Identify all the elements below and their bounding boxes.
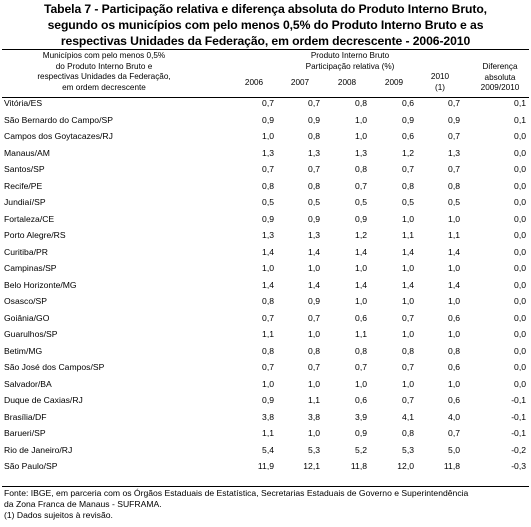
row-year-value: 0,6 <box>355 395 367 405</box>
row-name: Rio de Janeiro/RJ <box>4 444 73 455</box>
row-diff-value: 0,0 <box>514 279 526 290</box>
row-year-value: 5,0 <box>448 444 460 455</box>
year-header-2010 <box>420 72 460 93</box>
row-name: São Bernardo do Campo/SP <box>4 114 113 125</box>
year-header-2006: 2006 <box>244 78 264 87</box>
diff-header <box>470 62 530 94</box>
row-year-value: 1,0 <box>402 213 414 224</box>
group-header-line-2: Participação relativa (%) <box>305 61 395 71</box>
row-year-value: 1,3 <box>355 147 367 158</box>
row-diff-value: 0,0 <box>514 197 526 207</box>
row-year-value: 0,5 <box>355 197 367 207</box>
row-diff-value: 0,0 <box>514 147 526 158</box>
row-year-value: 3,9 <box>355 411 367 422</box>
row-year-value: 1,0 <box>402 296 414 306</box>
year-header-2009: 2009 <box>384 78 404 87</box>
stub-header-line-3: respectivas Unidades da Federação, <box>37 72 171 81</box>
row-name: Manaus/AM <box>4 147 50 158</box>
row-year-value: 1,4 <box>262 246 274 257</box>
row-year-value: 0,7 <box>402 164 414 174</box>
row-year-value: 1,3 <box>308 147 320 158</box>
row-year-value: 1,3 <box>448 147 460 158</box>
row-year-value: 5,3 <box>402 444 414 455</box>
row-diff-value: 0,0 <box>514 131 526 141</box>
row-year-value: 0,6 <box>448 362 460 372</box>
row-year-value: 1,3 <box>262 230 274 240</box>
title-line-3: respectivas Unidades da Federação, em ordem decrescente - 2006-2010 <box>60 34 471 48</box>
row-year-value: 0,8 <box>308 131 320 141</box>
header-top-rule <box>2 49 529 50</box>
row-year-value: 0,7 <box>355 362 367 372</box>
row-year-value: 0,5 <box>308 197 320 207</box>
row-year-value: 0,6 <box>448 312 460 323</box>
row-year-value: 0,9 <box>308 296 320 306</box>
row-name: Santos/SP <box>4 164 45 174</box>
year-header-2007: 2007 <box>290 78 310 87</box>
stub-header <box>4 51 204 93</box>
row-diff-value: -0,2 <box>511 444 526 455</box>
row-year-value: 1,0 <box>402 378 414 389</box>
row-year-value: 1,4 <box>262 279 274 290</box>
row-year-value: 0,9 <box>262 213 274 224</box>
row-name: Vitória/ES <box>4 98 43 108</box>
row-diff-value: 0,0 <box>514 378 526 389</box>
row-year-value: 1,4 <box>308 279 320 290</box>
row-year-value: 0,8 <box>262 180 274 191</box>
row-year-value: 0,7 <box>308 312 320 323</box>
row-diff-value: 0,0 <box>514 230 526 240</box>
row-year-value: 1,0 <box>262 378 274 389</box>
row-year-value: 0,8 <box>355 164 367 174</box>
row-year-value: 0,9 <box>355 213 367 224</box>
row-year-value: 0,9 <box>262 395 274 405</box>
row-name: Goiânia/GO <box>4 312 50 323</box>
footnote-source-cont: da Zona Franca de Manaus - SUFRAMA. <box>4 499 162 509</box>
row-year-value: 4,0 <box>448 411 460 422</box>
row-year-value: 1,0 <box>308 329 320 339</box>
row-year-value: 1,1 <box>402 230 414 240</box>
row-year-value: 1,4 <box>448 246 460 257</box>
diff-header-line-1: Diferença <box>482 62 518 71</box>
row-diff-value: -0,1 <box>511 428 526 438</box>
row-year-value: 1,3 <box>308 230 320 240</box>
row-year-value: 1,3 <box>262 147 274 158</box>
row-name: São Paulo/SP <box>4 461 58 471</box>
row-name: Campos dos Goytacazes/RJ <box>4 131 113 141</box>
row-diff-value: 0,0 <box>514 296 526 306</box>
row-year-value: 12,1 <box>303 461 320 471</box>
row-year-value: 0,5 <box>448 197 460 207</box>
group-header <box>220 51 480 72</box>
year-2010-label: 2010 <box>430 72 450 81</box>
row-year-value: 1,0 <box>448 329 460 339</box>
title-line-1: Tabela 7 - Participação relativa e diferença absoluta do Produto Interno Bruto, <box>44 2 487 16</box>
row-year-value: 0,8 <box>355 345 367 356</box>
row-diff-value: 0,1 <box>514 98 526 108</box>
row-year-value: 0,7 <box>308 164 320 174</box>
row-year-value: 0,9 <box>448 114 460 125</box>
row-year-value: 1,0 <box>308 428 320 438</box>
row-year-value: 3,8 <box>262 411 274 422</box>
row-diff-value: 0,0 <box>514 213 526 224</box>
row-year-value: 1,4 <box>355 279 367 290</box>
row-year-value: 0,5 <box>402 197 414 207</box>
row-name: São José dos Campos/SP <box>4 362 105 372</box>
table-title <box>0 1 531 49</box>
row-name: Salvador/BA <box>4 378 52 389</box>
row-year-value: 1,1 <box>308 395 320 405</box>
row-diff-value: 0,0 <box>514 362 526 372</box>
row-year-value: 1,2 <box>402 147 414 158</box>
row-year-value: 0,9 <box>308 114 320 125</box>
row-year-value: 0,8 <box>355 98 367 108</box>
group-header-line-1: Produto Interno Bruto <box>310 51 390 60</box>
row-year-value: 0,7 <box>402 395 414 405</box>
row-diff-value: 0,0 <box>514 180 526 191</box>
row-year-value: 0,7 <box>448 428 460 438</box>
row-diff-value: 0,0 <box>514 246 526 257</box>
year-header-2008: 2008 <box>337 78 357 87</box>
row-year-value: 11,8 <box>350 461 367 471</box>
row-name: Campinas/SP <box>4 263 57 273</box>
row-year-value: 1,0 <box>402 263 414 273</box>
row-year-value: 1,0 <box>355 378 367 389</box>
row-name: Barueri/SP <box>4 428 46 438</box>
row-year-value: 1,0 <box>355 296 367 306</box>
row-year-value: 1,4 <box>308 246 320 257</box>
stub-header-line-1: Municípios com pelo menos 0,5% <box>42 51 166 60</box>
row-year-value: 0,6 <box>448 395 460 405</box>
row-diff-value: 0,0 <box>514 263 526 273</box>
row-year-value: 0,8 <box>262 345 274 356</box>
row-year-value: 5,2 <box>355 444 367 455</box>
stub-header-line-2: do Produto Interno Bruto e <box>55 61 153 71</box>
footnote-source: Fonte: IBGE, em parceria com os Órgãos Estaduais de Estatística, Secretarias Estaduais de Governo e Superintendência <box>4 488 469 498</box>
row-name: Recife/PE <box>4 180 43 191</box>
diff-header-line-2: absoluta <box>484 72 516 82</box>
row-year-value: 0,7 <box>308 362 320 372</box>
row-year-value: 0,7 <box>448 131 460 141</box>
row-year-value: 0,9 <box>355 428 367 438</box>
row-diff-value: -0,1 <box>511 395 526 405</box>
row-year-value: 0,7 <box>448 164 460 174</box>
row-year-value: 1,0 <box>262 131 274 141</box>
row-year-value: 0,8 <box>402 345 414 356</box>
row-year-value: 1,0 <box>448 378 460 389</box>
row-diff-value: 0,0 <box>514 164 526 174</box>
row-name: Betim/MG <box>4 345 43 356</box>
row-diff-value: 0,1 <box>514 114 526 125</box>
row-name: Brasília/DF <box>4 411 47 422</box>
row-name: Curitiba/PR <box>4 246 48 257</box>
row-year-value: 11,9 <box>257 461 274 471</box>
row-year-value: 1,0 <box>448 296 460 306</box>
row-year-value: 0,5 <box>262 197 274 207</box>
diff-header-line-3: 2009/2010 <box>480 83 520 92</box>
row-year-value: 0,8 <box>402 180 414 191</box>
row-diff-value: -0,1 <box>511 411 526 422</box>
row-year-value: 0,8 <box>448 345 460 356</box>
row-name: Belo Horizonte/MG <box>4 279 77 290</box>
row-year-value: 0,8 <box>402 428 414 438</box>
row-name: Guarulhos/SP <box>4 329 58 339</box>
row-diff-value: 0,0 <box>514 312 526 323</box>
title-line-2: segundo os municípios com pelo menos 0,5% do Produto Interno Bruto e as <box>47 18 484 32</box>
row-year-value: 1,1 <box>355 329 367 339</box>
row-year-value: 0,7 <box>262 164 274 174</box>
row-year-value: 0,8 <box>448 180 460 191</box>
row-year-value: 11,8 <box>443 461 460 471</box>
row-year-value: 1,4 <box>402 246 414 257</box>
row-year-value: 1,4 <box>402 279 414 290</box>
row-year-value: 0,6 <box>355 312 367 323</box>
row-year-value: 5,4 <box>262 444 274 455</box>
row-year-value: 5,3 <box>308 444 320 455</box>
row-diff-value: 0,0 <box>514 345 526 356</box>
row-year-value: 3,8 <box>308 411 320 422</box>
row-year-value: 0,7 <box>262 312 274 323</box>
row-year-value: 0,7 <box>448 98 460 108</box>
row-year-value: 1,0 <box>308 378 320 389</box>
row-year-value: 0,9 <box>262 114 274 125</box>
stub-header-line-4: em ordem decrescente <box>62 82 146 92</box>
row-year-value: 0,9 <box>402 114 414 125</box>
row-year-value: 0,7 <box>402 312 414 323</box>
row-year-value: 0,6 <box>402 131 414 141</box>
row-year-value: 1,0 <box>262 263 274 273</box>
row-year-value: 0,9 <box>308 213 320 224</box>
row-diff-value: 0,0 <box>514 329 526 339</box>
row-name: Jundiaí/SP <box>4 197 46 207</box>
row-year-value: 1,2 <box>355 230 367 240</box>
row-name: Fortaleza/CE <box>4 213 55 224</box>
row-year-value: 1,0 <box>448 213 460 224</box>
row-year-value: 1,0 <box>355 131 367 141</box>
row-year-value: 1,0 <box>448 263 460 273</box>
table-bottom-rule <box>2 486 529 487</box>
row-year-value: 0,8 <box>262 296 274 306</box>
row-year-value: 12,0 <box>397 461 414 471</box>
row-year-value: 1,0 <box>355 263 367 273</box>
year-2010-note: (1) <box>434 82 445 92</box>
row-year-value: 0,6 <box>402 98 414 108</box>
row-name: Porto Alegre/RS <box>4 230 66 240</box>
row-year-value: 1,0 <box>402 329 414 339</box>
row-name: Duque de Caxias/RJ <box>4 395 83 405</box>
row-year-value: 1,4 <box>448 279 460 290</box>
row-year-value: 4,1 <box>402 411 414 422</box>
row-year-value: 1,0 <box>308 263 320 273</box>
row-name: Osasco/SP <box>4 296 47 306</box>
row-year-value: 1,0 <box>355 114 367 125</box>
row-year-value: 0,7 <box>262 362 274 372</box>
row-year-value: 0,8 <box>308 180 320 191</box>
row-diff-value: -0,3 <box>511 461 526 471</box>
row-year-value: 1,1 <box>262 428 274 438</box>
row-year-value: 0,7 <box>355 180 367 191</box>
row-year-value: 1,1 <box>262 329 274 339</box>
footnote-revision: (1) Dados sujeitos à revisão. <box>4 510 113 520</box>
row-year-value: 0,7 <box>402 362 414 372</box>
row-year-value: 1,1 <box>448 230 460 240</box>
row-year-value: 0,7 <box>262 98 274 108</box>
row-year-value: 0,7 <box>308 98 320 108</box>
row-year-value: 1,4 <box>355 246 367 257</box>
row-year-value: 0,8 <box>308 345 320 356</box>
